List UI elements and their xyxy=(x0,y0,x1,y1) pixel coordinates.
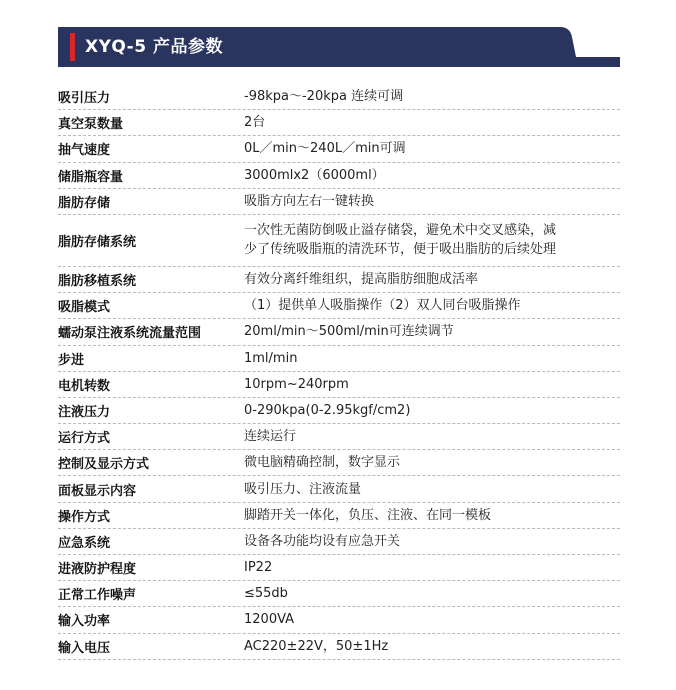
spec-value: -98kpa～-20kpa 连续可调 xyxy=(244,89,404,105)
spec-label: 吸脂模式 xyxy=(58,300,111,316)
spec-value: 2台 xyxy=(244,115,266,131)
spec-row-fat-bottle-capacity xyxy=(58,163,620,189)
spec-row-noise xyxy=(58,581,620,607)
spec-value: 有效分离纤维组织，提高脂肪细胞成活率 xyxy=(244,272,479,288)
spec-row-operation-mode xyxy=(58,424,620,450)
spec-value-line: 一次性无菌防倒吸止溢存储袋，避免术中交叉感染，减 xyxy=(244,223,557,239)
spec-label: 输入功率 xyxy=(58,614,111,630)
spec-label: 抽气速度 xyxy=(58,143,111,159)
spec-row-liposuction-mode xyxy=(58,293,620,319)
spec-label: 应急系统 xyxy=(58,535,111,551)
spec-row-ingress-protection xyxy=(58,555,620,581)
spec-value: 1ml/min xyxy=(244,350,298,366)
spec-value: ≤55db xyxy=(244,586,288,602)
spec-label: 吸引压力 xyxy=(58,91,111,107)
spec-label: 储脂瓶容量 xyxy=(58,169,124,185)
spec-value: 1200VA xyxy=(244,612,295,628)
spec-row-motor-speed xyxy=(58,372,620,398)
spec-value-line: 少了传统吸脂瓶的清洗环节，便于吸出脂肪的后续处理 xyxy=(244,242,557,258)
spec-value: 吸引压力、注液流量 xyxy=(244,481,362,497)
spec-label: 正常工作噪声 xyxy=(58,588,137,604)
spec-row-panel-display xyxy=(58,476,620,502)
spec-row-input-power xyxy=(58,607,620,633)
spec-row-control-display xyxy=(58,450,620,476)
spec-value: （1）提供单人吸脂操作（2）双人同台吸脂操作 xyxy=(244,298,521,314)
spec-label: 输入电压 xyxy=(58,640,111,656)
spec-row-fat-storage-system xyxy=(58,215,620,267)
spec-label: 电机转数 xyxy=(58,378,111,394)
header-accent-bar xyxy=(70,33,75,61)
spec-value: 脚踏开关一体化，负压、注液、在同一模板 xyxy=(244,507,492,523)
spec-label: 蠕动泵注液系统流量范围 xyxy=(58,326,202,342)
spec-value: 微电脑精确控制，数字显示 xyxy=(244,455,401,471)
spec-label: 脂肪存储系统 xyxy=(58,234,137,250)
spec-table xyxy=(58,84,620,660)
spec-value: 0-290kpa(0-2.95kgf/cm2) xyxy=(244,402,411,418)
spec-row-fat-storage xyxy=(58,189,620,215)
spec-label: 脂肪移植系统 xyxy=(58,274,137,290)
spec-row-pumping-speed xyxy=(58,136,620,162)
spec-row-emergency-system xyxy=(58,529,620,555)
spec-label: 真空泵数量 xyxy=(58,117,124,133)
section-header xyxy=(58,27,620,67)
spec-value: 吸脂方向左右一键转换 xyxy=(244,193,375,209)
spec-label: 脂肪存储 xyxy=(58,195,111,211)
spec-row-suction-pressure xyxy=(58,84,620,110)
spec-row-step xyxy=(58,346,620,372)
page-title: XYQ-5 产品参数 xyxy=(85,37,223,57)
spec-value: IP22 xyxy=(244,560,273,576)
spec-label: 操作方式 xyxy=(58,509,111,525)
spec-value: 连续运行 xyxy=(244,429,297,445)
spec-label: 注液压力 xyxy=(58,404,111,420)
spec-row-operating-method xyxy=(58,503,620,529)
spec-value: 0L／min～240L／min可调 xyxy=(244,141,406,157)
spec-value xyxy=(244,221,620,259)
spec-label: 控制及显示方式 xyxy=(58,457,150,473)
spec-row-infusion-pressure xyxy=(58,398,620,424)
spec-label: 进液防护程度 xyxy=(58,562,137,578)
spec-label: 步进 xyxy=(58,352,85,368)
spec-label: 运行方式 xyxy=(58,431,111,447)
spec-row-peristaltic-flow-range xyxy=(58,319,620,345)
spec-value: AC220±22V，50±1Hz xyxy=(244,638,389,654)
spec-value: 10rpm~240rpm xyxy=(244,376,349,392)
spec-value: 设备各功能均设有应急开关 xyxy=(244,533,401,549)
spec-label: 面板显示内容 xyxy=(58,483,137,499)
spec-row-vacuum-pump-count xyxy=(58,110,620,136)
spec-row-fat-transplant-system xyxy=(58,267,620,293)
spec-value: 20ml/min～500ml/min可连续调节 xyxy=(244,324,454,340)
spec-value: 3000mlx2（6000ml） xyxy=(244,167,385,183)
spec-row-input-voltage xyxy=(58,634,620,660)
